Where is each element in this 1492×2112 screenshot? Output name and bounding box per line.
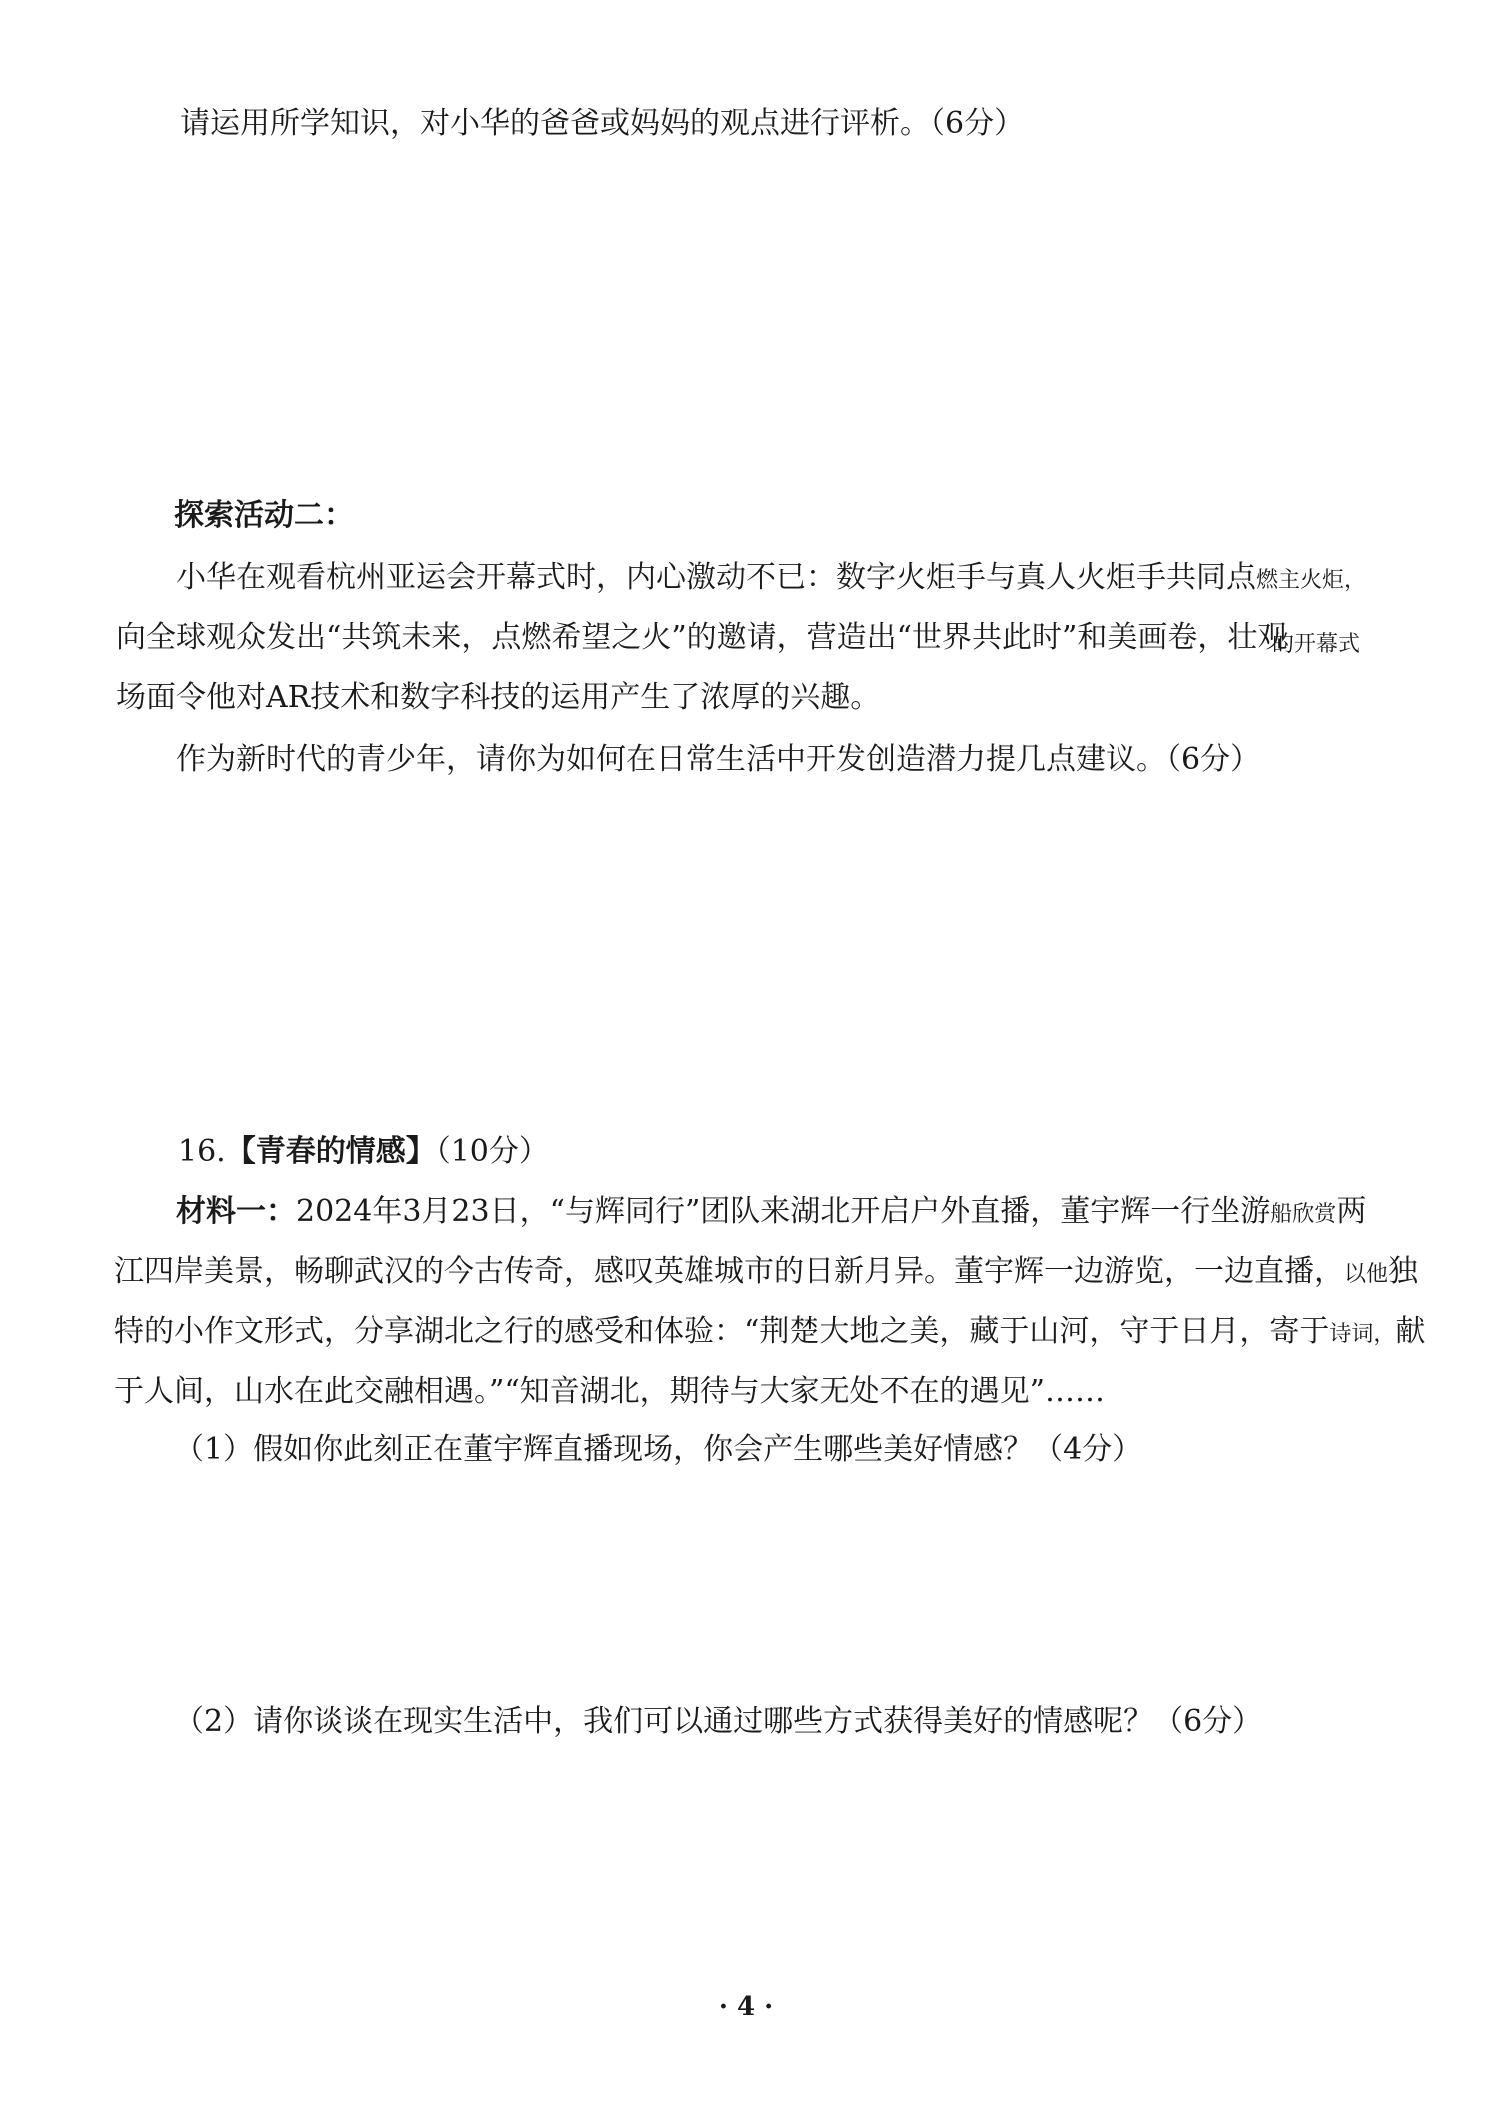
q16-score: （10分）: [435, 1134, 549, 1169]
q16-title: 【青春的情感】: [225, 1134, 436, 1169]
q16-header: [178, 1132, 549, 1172]
material-line-2-tail: 独: [1388, 1254, 1419, 1289]
material-line-1-text: 2024年3月23日，“与辉同行”团队来湖北开启户外直播，董宇辉一行坐游: [296, 1194, 1271, 1229]
handwritten-note: 燃主火炬，: [1256, 568, 1367, 593]
material-label: 材料一：: [176, 1194, 296, 1229]
material-line-3-text: 特的小作文形式，分享湖北之行的感受和体验：“荆楚大地之美，藏于山河，守于日月，寄于: [114, 1314, 1330, 1349]
material-line-1-tail: 两: [1336, 1194, 1367, 1229]
top-question: 请运用所学知识，对小华的爸爸或妈妈的观点进行评析。（6分）: [180, 106, 1025, 141]
material-line-3: [114, 1312, 1425, 1355]
activity-two-line-3: 场面令他对AR技术和数字科技的运用产生了浓厚的兴趣。: [116, 680, 881, 715]
handwritten-note: 的开幕式: [1272, 632, 1361, 657]
material-line-3-tail: 献: [1395, 1314, 1426, 1349]
page-number: · 4 ·: [718, 1992, 774, 2022]
activity-two-heading: 探索活动二：: [174, 498, 354, 533]
sub-question-2: （2）请你谈谈在现实生活中，我们可以通过哪些方式获得美好的情感呢？（6分）: [174, 1704, 1263, 1739]
q16-number: 16.: [178, 1134, 226, 1169]
material-line-1: [176, 1192, 1366, 1235]
material-line-2: [114, 1252, 1418, 1295]
activity-two-line-2: 向全球观众发出“共筑未来，点燃希望之火”的邀请，营造出“世界共此时”和美画卷，壮观: [116, 620, 1288, 655]
activity-two-line-1-text: 小华在观看杭州亚运会开幕式时，内心激动不已：数字火炬手与真人火炬手共同点: [176, 560, 1256, 595]
material-line-4: 于人间，山水在此交融相遇。”“知音湖北，期待与大家无处不在的遇见”……: [114, 1374, 1106, 1409]
activity-two-line-2-note: [1272, 622, 1360, 665]
handwritten-note: 以他: [1344, 1262, 1389, 1287]
activity-two-line-1: [176, 558, 1366, 601]
sub-question-1: （1）假如你此刻正在董宇辉直播现场，你会产生哪些美好情感？（4分）: [174, 1432, 1143, 1467]
material-line-2-text: 江四岸美景，畅聊武汉的今古传奇，感叹英雄城市的日新月异。董宇辉一边游览，一边直播，: [114, 1254, 1344, 1289]
handwritten-note: 船欣赏: [1270, 1202, 1337, 1227]
handwritten-note: 诗词，: [1329, 1322, 1396, 1347]
activity-two-question: 作为新时代的青少年，请你为如何在日常生活中开发创造潜力提几点建议。（6分）: [176, 742, 1261, 777]
